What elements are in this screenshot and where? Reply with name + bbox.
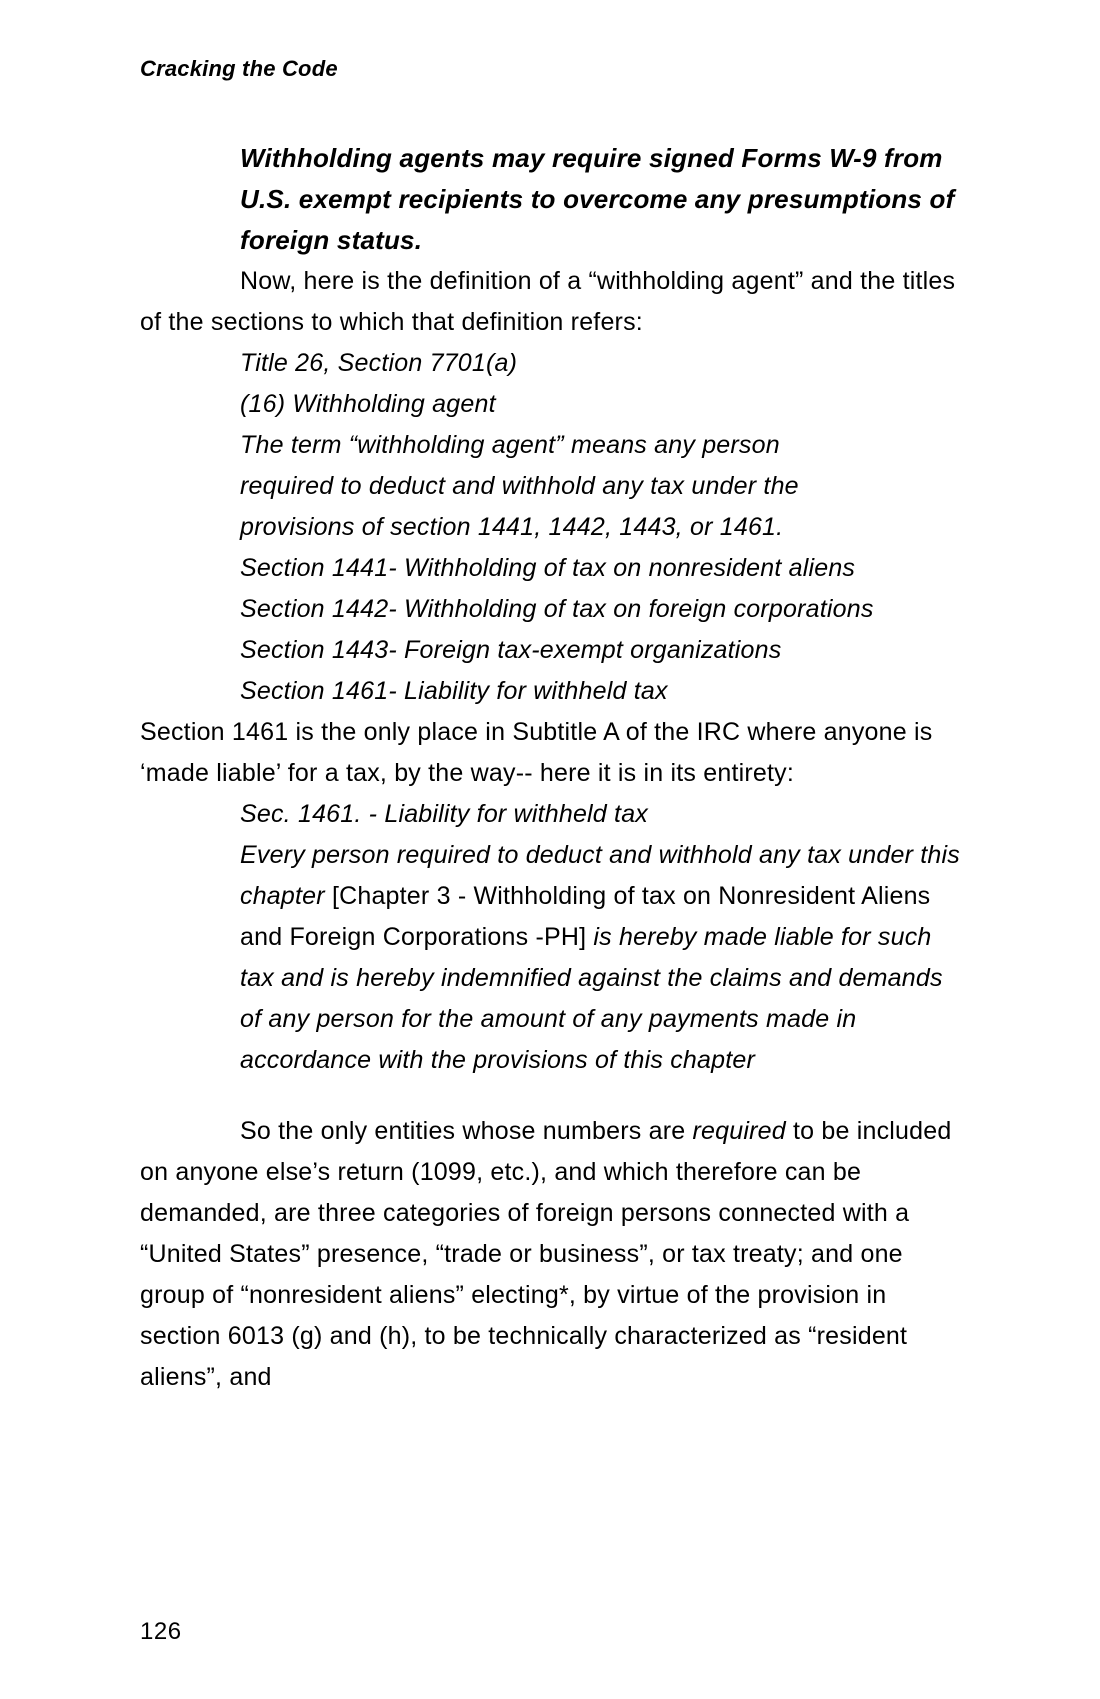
running-header: Cracking the Code: [140, 56, 338, 81]
quote-definition: [240, 343, 962, 712]
page-body: [140, 138, 962, 1398]
quote-definition-body: The term “withholding agent” means any person required to deduct and withhold any tax under the provisions of section 1441, 1442, 1443, or 1461.: [240, 431, 799, 541]
quote-sec-1461-italic-lead: Every person required to deduct and withhold any tax under this chapter: [240, 841, 960, 910]
quote-definition-title: Title 26, Section 7701(a): [240, 349, 518, 377]
quote-definition-subsection: (16) Withholding agent: [240, 390, 496, 418]
quote-sec-1461-heading: Sec. 1461. - Liability for withheld tax: [240, 800, 649, 828]
quote-sec-1461-body: [240, 835, 962, 1081]
conclusion-rest: to be included on anyone else’s return (1099, etc.), and which therefore can be demanded, are three categories of foreign persons connected with a “United States” presence, “trade or business”, or tax treaty; and one group of “nonresident aliens” electing*, by virtue of the provision in section 6013 (g) and (h), to be technically characterized as “resident aliens”, and: [140, 1117, 952, 1391]
conclusion-emphasis: required: [692, 1117, 786, 1145]
quote-section-line-1442: Section 1442- Withholding of tax on foreign corporations: [240, 595, 874, 623]
page-number: 126: [140, 1618, 182, 1645]
lede-heading: Withholding agents may require signed Forms W-9 from U.S. exempt recipients to overcome any presumptions of foreign status.: [240, 143, 955, 255]
quote-sec-1461-bracket-insert: [Chapter 3 - Withholding of tax on Nonresident Aliens and Foreign Corporations -PH]: [240, 882, 931, 951]
quote-section-line-1443: Section 1443- Foreign tax-exempt organizations: [240, 636, 782, 664]
paragraph-intro: Now, here is the definition of a “withholding agent” and the titles of the sections to which that definition refers:: [140, 267, 956, 336]
quote-section-line-1441: Section 1441- Withholding of tax on nonresident aliens: [240, 554, 856, 582]
quote-section-line-1461: Section 1461- Liability for withheld tax: [240, 677, 668, 705]
conclusion-lead: So the only entities whose numbers are: [240, 1117, 693, 1145]
paragraph-liability: Section 1461 is the only place in Subtitle A of the IRC where anyone is ‘made liable’ for a tax, by the way-- here it is in its entirety:: [140, 718, 933, 787]
paragraph-conclusion: [140, 1111, 962, 1398]
quote-sec-1461: [240, 794, 962, 1081]
quote-sec-1461-italic-rest: is hereby made liable for such tax and is hereby indemnified against the claims and demands of any person for the amount of any payments made in accordance with the provisions of this chapter: [240, 923, 943, 1074]
